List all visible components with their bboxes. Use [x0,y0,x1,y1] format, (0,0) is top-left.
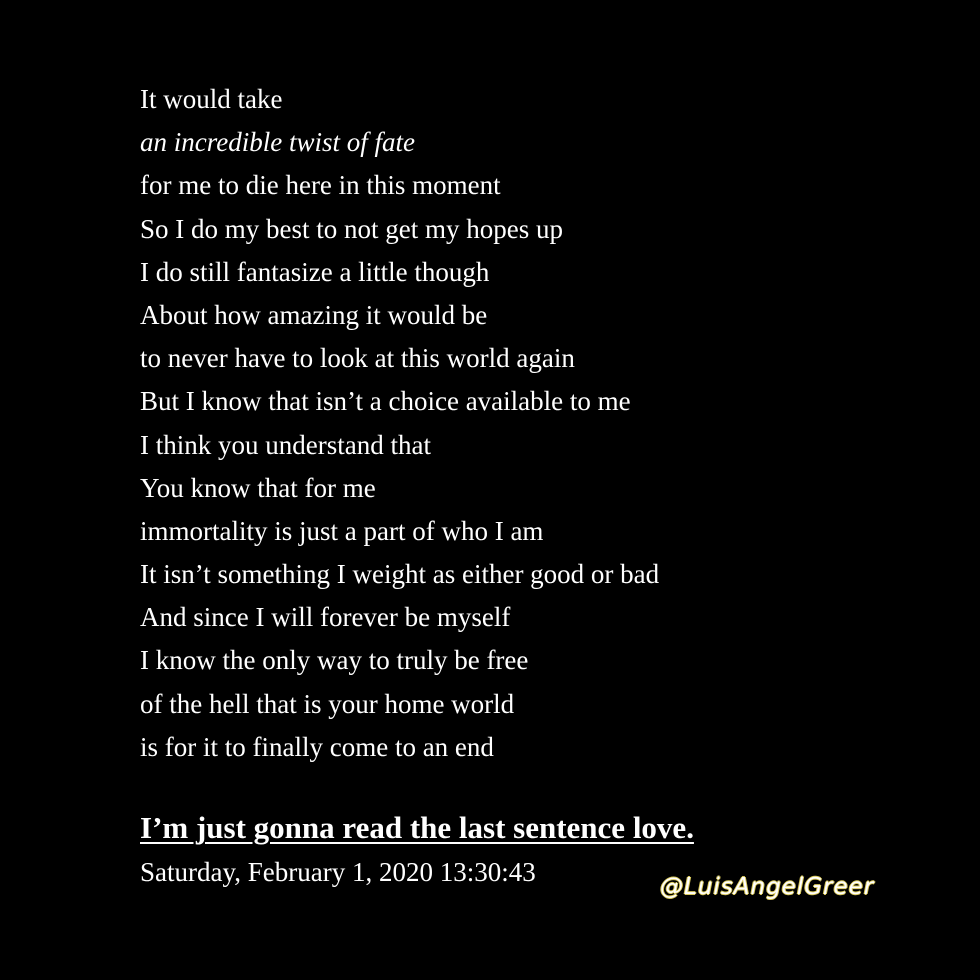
poem-line: You know that for me [140,472,376,503]
closing-line: I’m just gonna read the last sentence love. [140,810,694,845]
poem-line: And since I will forever be myself [140,602,511,633]
poem-line: of the hell that is your home world [140,688,515,719]
poem-line: for me to die here in this moment [140,170,501,201]
poem-line: is for it to finally come to an end [140,731,494,762]
poem-line: to never have to look at this world again [140,343,575,374]
poem [140,80,659,771]
poem-line: It would take [140,84,283,114]
poem-line: an incredible twist of fate [140,127,415,158]
author-handle: @LuisAngelGreer [660,874,875,900]
poem-line: I do still fantasize a little though [140,256,490,287]
poem-line: But I know that isn’t a choice available to me [140,386,631,417]
poem-line: I think you understand that [140,429,431,460]
poem-line: It isn’t something I weight as either good or bad [140,559,660,590]
poem-line: About how amazing it would be [140,299,488,330]
poem-line: So I do my best to not get my hopes up [140,213,563,244]
poem-line: immortality is just a part of who I am [140,515,544,546]
timestamp: Saturday, February 1, 2020 13:30:43 [140,857,536,887]
poem-line: I know the only way to truly be free [140,645,529,676]
